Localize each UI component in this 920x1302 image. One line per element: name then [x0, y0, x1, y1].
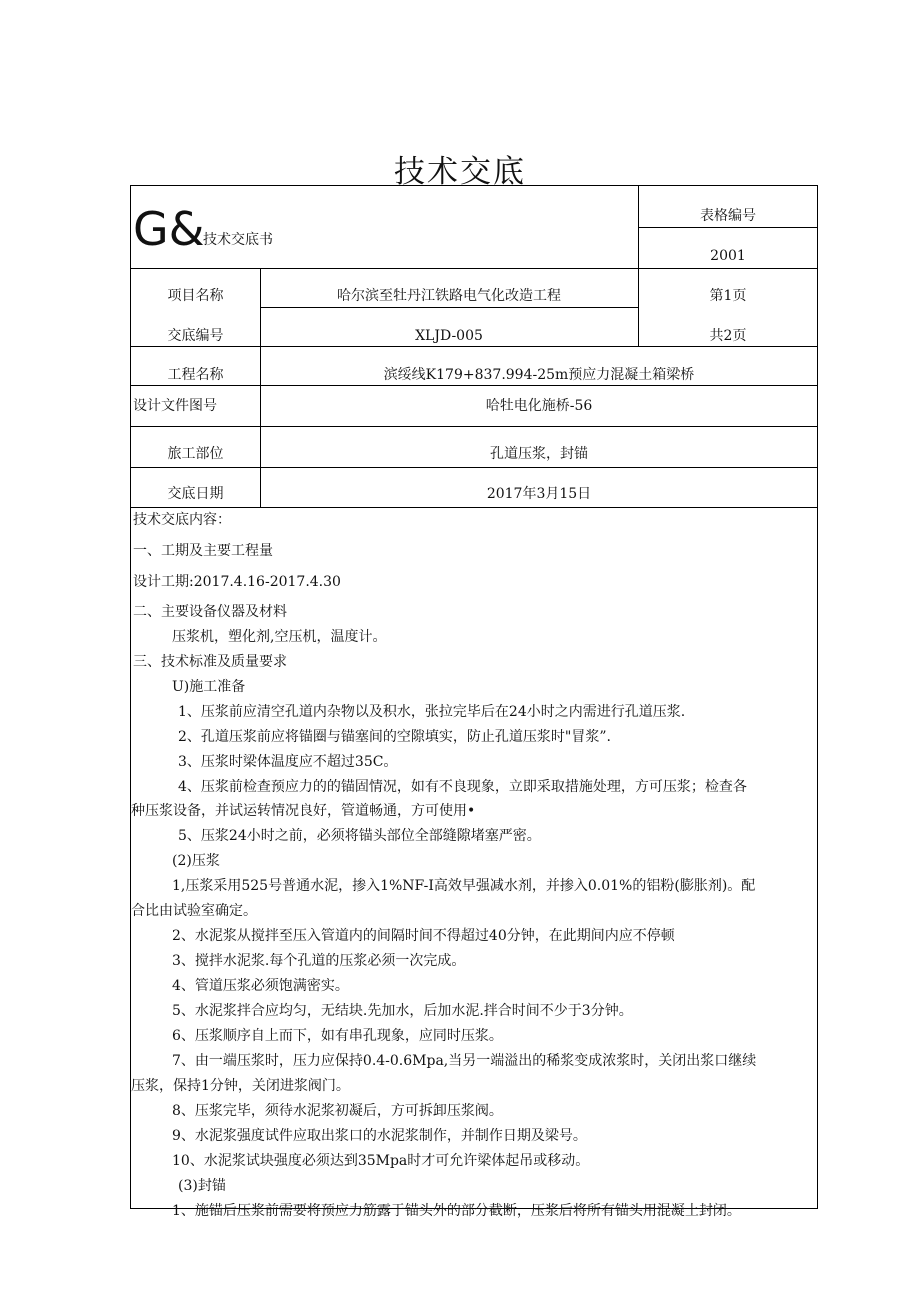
form-no-label: 表格编号 — [700, 208, 756, 224]
content-line: 5、压浆24小时之前，必须将锚头部位全部缝隙堵塞严密。 — [178, 828, 541, 844]
date-row-divider — [131, 507, 818, 508]
form-no-value: 2001 — [710, 248, 746, 264]
content-line: 3、压浆时梁体温度应不超过35C。 — [178, 754, 398, 770]
content-line: 3、搅拌水泥浆.每个孔道的压浆必须一次完成。 — [172, 953, 466, 969]
content-line: 种压浆设备，并试运转情况良好，管道畅通，方可使用• — [131, 803, 476, 819]
content-line: 1、施锚后压浆前需要将预应力筋露于锚头外的部分截断，压浆后将所有锚头用混凝土封闭。 — [172, 1203, 741, 1219]
content-line: 合比由试验室确定。 — [131, 903, 257, 919]
content-line: 二、主要设备仪器及材料 — [133, 604, 287, 620]
disclosure-form — [130, 185, 818, 1219]
content-line: (3)封锚 — [178, 1178, 226, 1194]
content-line: (2)压浆 — [172, 853, 220, 869]
logo-mark: G& — [133, 202, 205, 256]
content-line: 7、由一端压浆时，压力应保持0.4-0.6Mpa,当另一端溢出的稀浆变成浓浆时，关闭出浆口继续 — [172, 1053, 757, 1069]
part-value: 孔道压浆，封锚 — [490, 446, 588, 462]
content-line: 压浆，保持1分钟，关闭进浆阀门。 — [131, 1078, 350, 1094]
drawing-row-divider — [131, 426, 818, 427]
project-row-divider — [260, 307, 638, 308]
code-label: 交底编号 — [167, 328, 224, 344]
content-line: 一、工期及主要工程量 — [133, 543, 273, 559]
content-line: 1,压浆采用525号普通水泥，掺入1%NF-I高效早强减水剂，并掺入0.01%的铝粉(膨胀剂)。配 — [172, 878, 756, 894]
content-line: 2、孔道压浆前应将锚圈与锚塞间的空隙填实，防止孔道压浆时"冒浆”. — [178, 729, 611, 745]
content-line: 2、水泥浆从搅拌至压入管道内的间隔时间不得超过40分钟，在此期间内应不停顿 — [172, 928, 675, 944]
project-value: 哈尔滨至牡丹江铁路电气化改造工程 — [337, 288, 561, 304]
content-line: 三、技术标准及质量要求 — [133, 654, 287, 670]
page-title: 技术交底 — [394, 154, 526, 190]
project-label: 项目名称 — [167, 288, 224, 304]
page-current: 第1页 — [709, 288, 747, 304]
content-line: 压浆机，塑化剂,空压机，温度计。 — [172, 629, 387, 645]
content-line: U)施工准备 — [172, 679, 246, 695]
content-line: 技术交底内容： — [133, 512, 231, 528]
date-label: 交底日期 — [167, 486, 224, 502]
content-line: 设计工期:2017.4.16-2017.4.30 — [133, 574, 341, 590]
form-no-divider — [638, 227, 818, 228]
content-line: 10、水泥浆试块强度必须达到35Mpa时才可允许梁体起吊或移动。 — [172, 1153, 590, 1169]
content-line: 4、压浆前检查预应力的的锚固情况，如有不良现象，立即采取措施处理，方可压浆；检查各 — [178, 779, 747, 795]
work-label: 工程名称 — [167, 367, 224, 383]
work-value: 滨绥线K179+837.994-25m预应力混凝土箱梁桥 — [383, 367, 695, 383]
content-line: 5、水泥浆拌合应均匀，无结块.先加水，后加水泥.拌合时间不少于3分钟。 — [172, 1003, 633, 1019]
date-value: 2017年3月15日 — [486, 486, 592, 502]
part-label: 旅工部位 — [167, 446, 224, 462]
content-line: 4、管道压浆必须饱满密实。 — [172, 978, 349, 994]
logo-text: 技术交底书 — [203, 232, 273, 248]
work-row-divider — [131, 385, 818, 386]
code-value: XLJD-005 — [415, 328, 483, 344]
drawing-value: 哈牡电化施桥-56 — [485, 398, 593, 414]
content-line: 8、压浆完毕，须待水泥浆初凝后，方可拆卸压浆阀。 — [172, 1103, 503, 1119]
page-total: 共2页 — [709, 328, 747, 344]
header-divider — [131, 268, 818, 269]
drawing-label: 设计文件图号 — [133, 398, 217, 414]
content-line: 1、压浆前应清空孔道内杂物以及积水，张拉完毕后在24小时之内需进行孔道压浆. — [178, 704, 686, 720]
code-row-divider — [131, 346, 818, 347]
content-line: 9、水泥浆强度试件应取出浆口的水泥浆制作，并制作日期及梁号。 — [172, 1128, 587, 1144]
content-line: 6、压浆顺序自上而下，如有串孔现象，应同时压浆。 — [172, 1028, 503, 1044]
part-row-divider — [131, 467, 818, 468]
